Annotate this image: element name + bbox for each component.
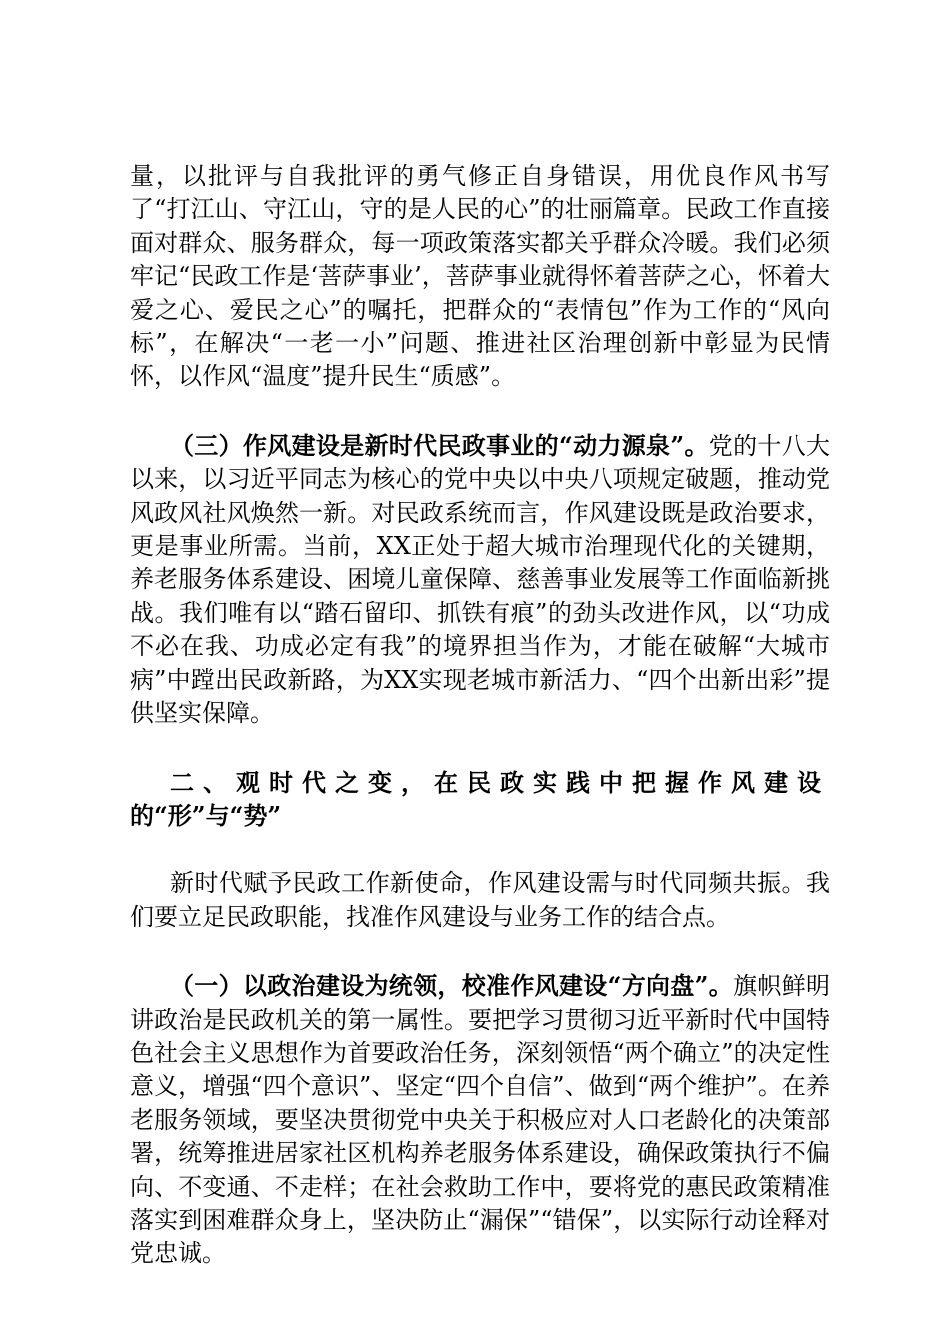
- paragraph-gap: [130, 394, 830, 429]
- paragraph-gap: [130, 832, 830, 867]
- paragraph-section-one: [130, 969, 830, 1271]
- paragraph-intro: 新时代赋予民政工作新使命，作风建设需与时代同频共振。我们要立足民政职能，找准作风建设与业务工作的结合点。: [130, 869, 830, 931]
- chapter-heading-line-2: 的“形”与“势”: [130, 800, 282, 830]
- section-three-lead: （三）作风建设是新时代民政事业的“动力源泉”。: [170, 430, 709, 460]
- document-page: [130, 160, 830, 1271]
- paragraph-gap: [130, 731, 830, 766]
- paragraph-section-three: [130, 429, 830, 731]
- paragraph-gap: [130, 934, 830, 969]
- section-one-lead: （一）以政治建设为统领，校准作风建设“方向盘”。: [170, 971, 734, 1001]
- chapter-heading: [130, 766, 830, 833]
- paragraph-continuation: 量，以批评与自我批评的勇气修正自身错误，用优良作风书写了“打江山、守江山，守的是人民的心”的壮丽篇章。民政工作直接面对群众、服务群众，每一项政策落实都关乎群众冷暖。我们必须牢记“民政工作是‘菩萨事业’，菩萨事业就得怀着菩萨之心，怀着大爱之心、爱民之心”的嘱托，把群众的“表情包”作为工作的“风向标”，在解决“一老一小”问题、推进社区治理创新中彰显为民情怀，以作风“温度”提升民生“质感”。: [130, 162, 830, 391]
- chapter-heading-line-1: 二、观时代之变，在民政实践中把握作风建设: [170, 767, 830, 797]
- section-one-body: 旗帜鲜明讲政治是民政机关的第一属性。要把学习贯彻习近平新时代中国特色社会主义思想作为首要政治任务，深刻领悟“两个确立”的决定性意义，增强“四个意识”、坚定“四个自信”、做到“两个维护”。在养老服务领域，要坚决贯彻党中央关于积极应对人口老龄化的决策部署，统筹推进居家社区机构养老服务体系建设，确保政策执行不偏向、不变通、不走样；在社会救助工作中，要将党的惠民政策精准落实到困难群众身上，坚决防止“漏保”“错保”，以实际行动诠释对党忠诚。: [130, 972, 831, 1268]
- section-three-body: 党的十八大以来，以习近平同志为核心的党中央以中央八项规定破题，推动党风政风社风焕然一新。对民政系统而言，作风建设既是政治要求，更是事业所需。当前，XX正处于超大城市治理现代化的关键期，养老服务体系建设、困境儿童保障、慈善事业发展等工作面临新挑战。我们唯有以“踏石留印、抓铁有痕”的劲头改进作风，以“功成不必在我、功成必定有我”的境界担当作为，才能在破解“大城市病”中蹚出民政新路，为XX实现老城市新活力、“四个出新出彩”提供坚实保障。: [130, 431, 831, 728]
